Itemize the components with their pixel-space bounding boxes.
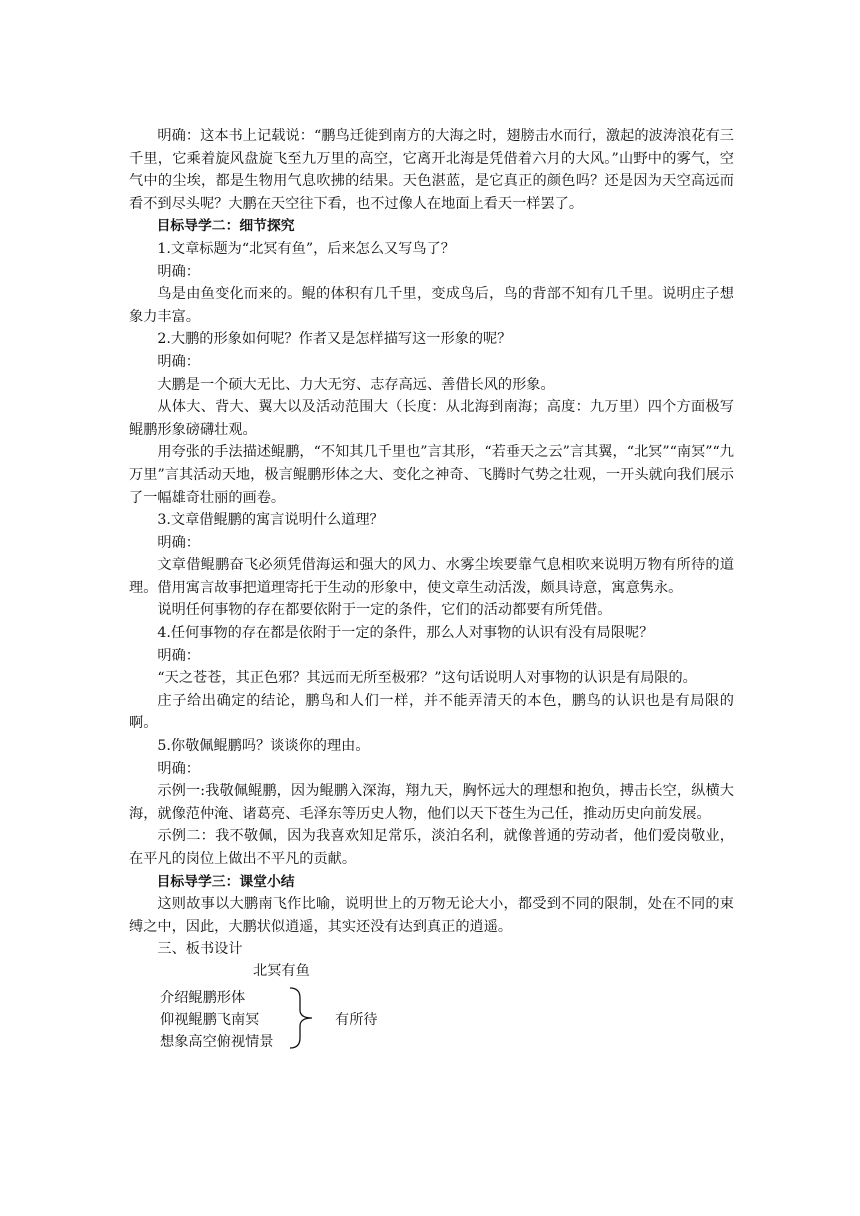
paragraph: 明确： (157, 263, 200, 280)
paragraph: 用夸张的手法描述鲲鹏，“不知其几千里也”言其形，“若垂天之云”言其翼，“北冥”“南冥”“九万里”言其活动天地，极言鲲鹏形体之大、变化之神奇、飞腾时气势之壮观，一开头就向我们展示了一幅雄奇壮丽的画卷。 (129, 444, 734, 506)
paragraph: 三、板书设计 (157, 941, 243, 958)
paragraph: 明确： (157, 534, 200, 551)
board-result: 有所待 (335, 1012, 378, 1028)
paragraph: 大鹏是一个硕大无比、力大无穷、志存高远、善借长风的形象。 (157, 376, 555, 393)
paragraph: 从体大、背大、翼大以及活动范围大（长度：从北海到南海；高度：九万里）四个方面极写鲲鹏形象磅礴壮观。 (129, 399, 734, 438)
board-row: 仰视鲲鹏飞南冥 (160, 1012, 260, 1028)
document-body (129, 125, 734, 961)
section-heading: 目标导学三：课堂小结 (156, 873, 295, 890)
paragraph: 明确： (157, 647, 200, 664)
paragraph: 说明任何事物的存在都要依附于一定的条件，它们的活动都要有所凭借。 (157, 602, 612, 619)
paragraph: 示例一:我敬佩鲲鹏，因为鲲鹏入深海，翔九天，胸怀远大的理想和抱负，搏击长空，纵横大海，就像范仲淹、诸葛亮、毛泽东等历史人物，他们以天下苍生为己任，推动历史向前发展。 (129, 783, 734, 822)
paragraph: 明确： (157, 353, 200, 370)
board-design (160, 960, 460, 1060)
paragraph: 鸟是由鱼变化而来的。鲲的体积有几千里，变成鸟后，鸟的背部不知有几千里。说明庄子想象力丰富。 (129, 286, 734, 325)
paragraph: 庄子给出确定的结论，鹏鸟和人们一样，并不能弄清天的本色，鹏鸟的认识也是有局限的啊。 (129, 692, 734, 732)
section-heading: 目标导学二：细节探究 (156, 218, 295, 235)
paragraph: 明确： (157, 760, 200, 777)
paragraph: 2.大鹏的形象如何呢？作者又是怎样描写这一形象的呢？ (157, 331, 512, 348)
paragraph: 明确：这本书上记载说：“鹏鸟迁徙到南方的大海之时，翅膀击水而行，激起的波涛浪花有三千里，它乘着旋风盘旋飞至九万里的高空，它离开北海是凭借着六月的大风。”山野中的雾气，空气中的尘埃，都是生物用气息吹拂的结果。天色湛蓝，是它真正的颜色吗？还是因为天空高远而看不到尽头呢？大鹏在天空往下看，也不过像人在地面上看天一样罢了。 (129, 128, 734, 212)
paragraph: 4.任何事物的存在都是依附于一定的条件，那么人对事物的认识有没有局限呢？ (157, 625, 654, 642)
right-brace-icon (288, 986, 316, 1050)
paragraph: 示例二：我不敬佩，因为我喜欢知足常乐，淡泊名利，就像普通的劳动者，他们爱岗敬业，在平凡的岗位上做出不平凡的贡献。 (129, 828, 734, 867)
paragraph: 3.文章借鲲鹏的寓言说明什么道理？ (157, 512, 384, 529)
paragraph: 文章借鲲鹏奋飞必须凭借海运和强大的风力、水雾尘埃要靠气息相吹来说明万物有所待的道理。借用寓言故事把道理寄托于生动的形象中，使文章生动活泼，颇具诗意，寓意隽永。 (129, 557, 734, 596)
board-row: 介绍鲲鹏形体 (160, 990, 246, 1006)
board-row: 想象高空俯视情景 (160, 1034, 274, 1050)
paragraph: “天之苍苍，其正色邪？其远而无所至极邪？”这句话说明人对事物的认识是有局限的。 (157, 670, 697, 687)
paragraph: 这则故事以大鹏南飞作比喻，说明世上的万物无论大小，都受到不同的限制，处在不同的束缚之中，因此，大鹏状似逍遥，其实还没有达到真正的逍遥。 (129, 896, 734, 935)
paragraph: 5.你敬佩鲲鹏吗？谈谈你的理由。 (157, 738, 370, 755)
board-title: 北冥有鱼 (253, 963, 310, 979)
paragraph: 1.文章标题为“北冥有鱼”，后来怎么又写鸟了？ (157, 240, 455, 257)
